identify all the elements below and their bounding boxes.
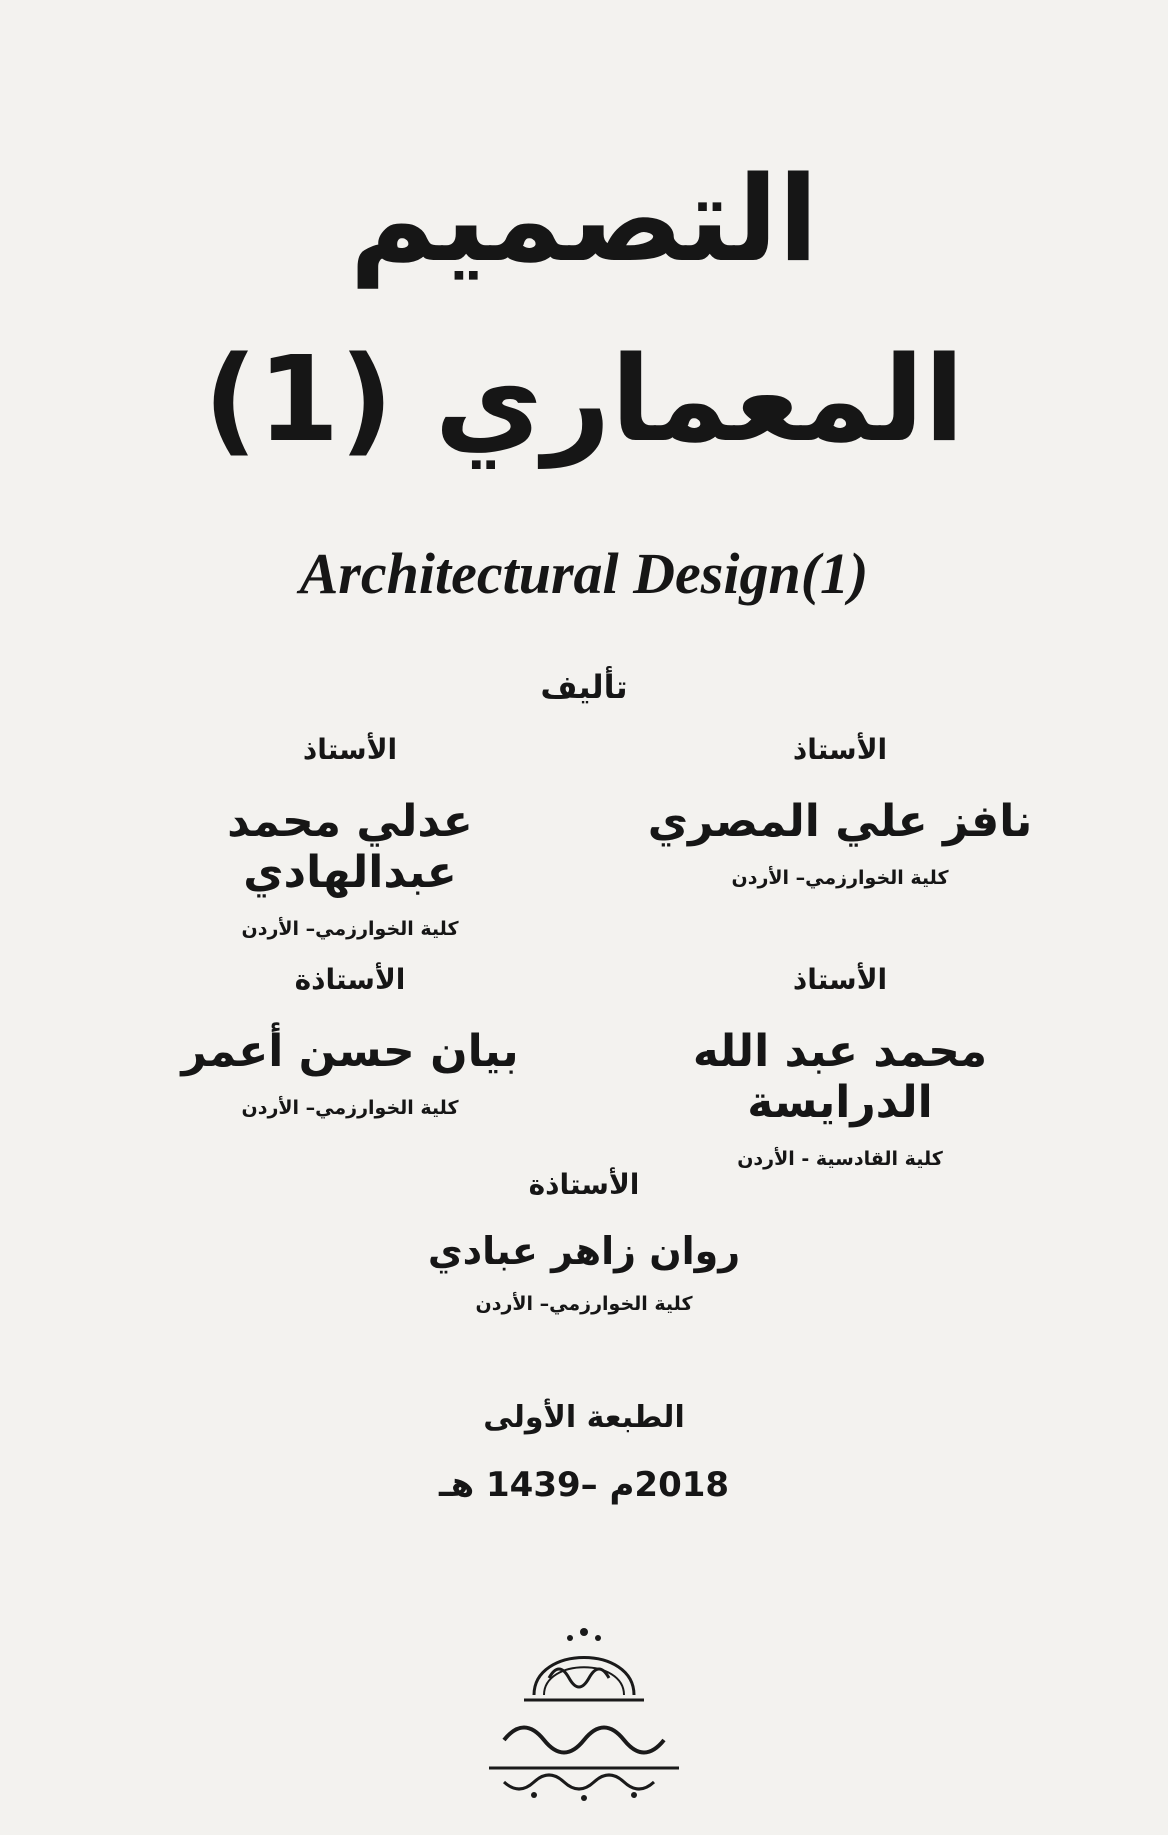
book-subtitle-english: Architectural Design(1) [299, 541, 869, 606]
author-title: الأستاذ [792, 733, 888, 766]
author-affiliation: كلية الخوارزمي– الأردن [241, 1097, 459, 1119]
book-title-line-2: المعماري (1) [203, 330, 965, 468]
author-name: بيان حسن أعمر [181, 1026, 519, 1077]
author-affiliation: كلية الخوارزمي– الأردن [241, 918, 459, 940]
author-name: نافز علي المصري [647, 796, 1033, 847]
author-name: روان زاهر عبادي [427, 1229, 741, 1273]
author-block-3 [620, 963, 1060, 1170]
publisher-logo [384, 1590, 784, 1810]
author-title: الأستاذة [528, 1168, 640, 1201]
book-title-line-1: التصميم [349, 150, 819, 288]
author-title: الأستاذة [294, 963, 406, 996]
author-affiliation: كلية الخوارزمي– الأردن [475, 1293, 693, 1315]
author-title: الأستاذ [792, 963, 888, 996]
author-block-4 [130, 963, 570, 1119]
author-name: محمد عبد الله الدرايسة [692, 1026, 988, 1128]
author-affiliation: كلية الخوارزمي– الأردن [731, 867, 949, 889]
author-title: الأستاذ [302, 733, 398, 766]
author-block-1 [620, 733, 1060, 889]
publisher-logo-emblem-icon [384, 1590, 784, 1810]
author-name: عدلي محمد عبدالهادي [227, 796, 473, 898]
author-block-5 [364, 1168, 804, 1315]
authored-by-label: تأليف [540, 668, 628, 706]
publication-year: 2018م –1439 هـ [438, 1465, 730, 1505]
edition-label: الطبعة الأولى [483, 1400, 685, 1435]
author-block-2 [130, 733, 570, 940]
author-affiliation: كلية القادسية - الأردن [737, 1148, 943, 1170]
